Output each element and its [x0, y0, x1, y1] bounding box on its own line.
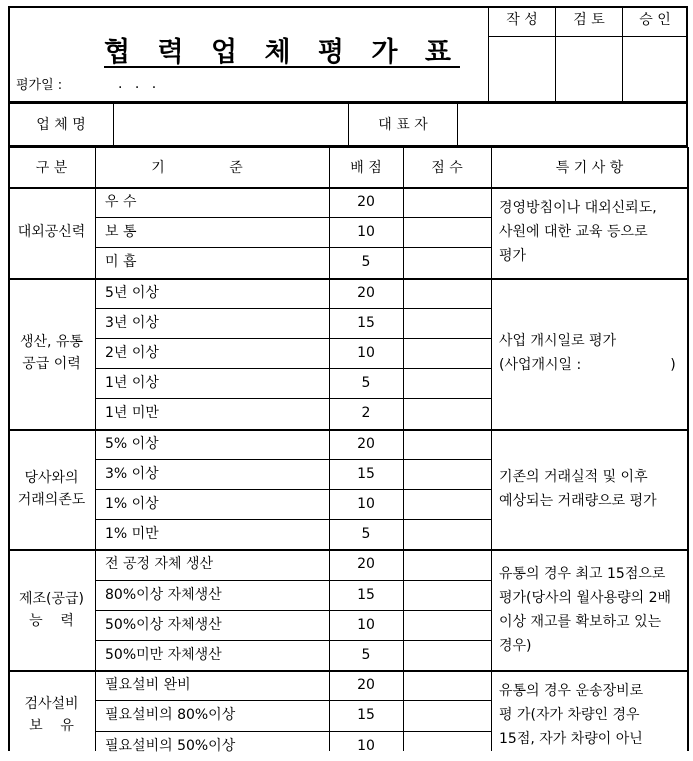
- approval-write-sign-box[interactable]: [489, 37, 555, 102]
- score-input[interactable]: [404, 309, 491, 337]
- remarks-cell: [499, 187, 682, 278]
- eval-date-value: . . .: [118, 76, 161, 92]
- category-label: 검사설비: [24, 696, 79, 713]
- category-cell: [8, 429, 95, 550]
- points-value: 15: [357, 707, 375, 724]
- criterion-text: 우 수: [105, 194, 137, 210]
- score-input[interactable]: [404, 248, 491, 276]
- points-value: 10: [357, 345, 375, 361]
- eval-date-label: 평가일 :: [16, 78, 63, 93]
- score-input[interactable]: [404, 188, 491, 216]
- remarks-line: 사업 개시일로 평가: [499, 333, 617, 350]
- score-input[interactable]: [404, 732, 491, 760]
- column-header-points: 배 점: [350, 160, 382, 176]
- criterion-text: 1% 미만: [105, 526, 159, 543]
- remarks-line: 기존의 거래실적 및 이후: [499, 468, 648, 485]
- category-label: 공급 이력: [22, 356, 81, 373]
- remarks-line: 경우): [499, 637, 532, 654]
- criterion-text: 보 통: [105, 224, 137, 241]
- remarks-line: 평 가(자가 차량인 경우: [499, 707, 640, 724]
- company-name-field[interactable]: [114, 104, 348, 146]
- criterion-text: 1년 이상: [105, 375, 159, 392]
- remarks-line: 경영방침이나 대외신뢰도,: [499, 200, 657, 217]
- score-input[interactable]: [404, 218, 491, 246]
- score-input[interactable]: [404, 490, 491, 518]
- criterion-text: 1년 미만: [105, 405, 159, 422]
- remarks-line: 예상되는 거래량으로 평가: [499, 492, 657, 509]
- table-right-border: [687, 147, 689, 751]
- approval-approve-label: 승 인: [639, 12, 671, 28]
- form-title: 협 력 업 체 평 가 표: [104, 37, 460, 68]
- points-value: 20: [357, 435, 375, 452]
- criterion-text: 5% 이상: [105, 435, 159, 452]
- points-value: 15: [357, 586, 375, 603]
- criterion-text: 3년 이상: [105, 314, 159, 331]
- points-value: 15: [357, 465, 375, 482]
- score-input[interactable]: [404, 520, 491, 548]
- score-input[interactable]: [404, 460, 491, 488]
- score-input[interactable]: [404, 611, 491, 639]
- remarks-line: 평가(당사의 월사용량의 2배: [499, 589, 672, 606]
- points-value: 2: [361, 405, 371, 422]
- points-value: 10: [357, 616, 375, 633]
- remarks-cell: [499, 549, 682, 670]
- category-cell: [8, 549, 95, 670]
- criterion-text: 필요설비의 50%이상: [105, 737, 236, 754]
- points-value: 5: [361, 526, 371, 543]
- criterion-text: 전 공정 자체 생산: [105, 556, 214, 573]
- category-label: 생산, 유통: [20, 334, 83, 351]
- remarks-line: 유통의 경우 운송장비로: [499, 683, 644, 700]
- category-cell: [8, 278, 95, 429]
- score-input[interactable]: [404, 369, 491, 397]
- column-header-score: 점 수: [431, 160, 463, 176]
- criterion-text: 5년 이상: [105, 284, 159, 301]
- score-input[interactable]: [404, 399, 491, 427]
- criterion-text: 3% 이상: [105, 465, 159, 482]
- score-input[interactable]: [404, 550, 491, 578]
- score-input[interactable]: [404, 581, 491, 609]
- category-label: 보 유: [29, 718, 74, 735]
- remarks-line: 사원에 대한 교육 등으로: [499, 224, 648, 241]
- points-value: 5: [361, 375, 371, 392]
- score-input[interactable]: [404, 641, 491, 669]
- category-label: 제조(공급): [18, 590, 85, 607]
- criterion-text: 50%이상 자체생산: [105, 616, 222, 633]
- points-value: 5: [361, 647, 371, 663]
- remarks-cell: [499, 670, 682, 761]
- column-divider: [95, 147, 96, 751]
- criterion-text: 1% 이상: [105, 496, 159, 512]
- remarks-cell: [499, 429, 682, 550]
- criterion-text: 미 흡: [105, 254, 137, 271]
- column-header-category: 구 분: [35, 160, 68, 176]
- remarks-cell: [499, 278, 682, 429]
- category-label: 능 력: [29, 612, 74, 629]
- column-divider: [491, 147, 492, 751]
- points-value: 10: [357, 737, 375, 754]
- points-value: 20: [357, 284, 375, 301]
- representative-field[interactable]: [458, 104, 687, 146]
- remarks-line: 평가: [499, 248, 527, 265]
- column-header-criteria: 기 준: [151, 160, 273, 176]
- column-header-remarks: 특 기 사 항: [555, 160, 624, 176]
- approval-write-label: 작 성: [506, 12, 538, 28]
- points-value: 20: [357, 677, 375, 694]
- remarks-line: 15점, 자가 차량이 아닌: [499, 731, 643, 748]
- score-input[interactable]: [404, 430, 491, 458]
- approval-review-sign-box[interactable]: [556, 37, 622, 102]
- category-cell: [8, 670, 95, 761]
- representative-label: 대 표 자: [378, 117, 428, 133]
- points-value: 10: [357, 496, 375, 512]
- approval-review-label: 검 토: [573, 12, 605, 28]
- company-name-label: 업 체 명: [36, 117, 86, 133]
- points-value: 10: [357, 224, 375, 241]
- category-label: 대외공신력: [17, 224, 86, 241]
- score-input[interactable]: [404, 671, 491, 699]
- remarks-line: 유통의 경우 최고 15점으로: [499, 565, 666, 582]
- category-label: 거래의존도: [17, 491, 86, 508]
- criterion-text: 필요설비 완비: [105, 677, 191, 694]
- remarks-line: 이상 재고를 확보하고 있는: [499, 613, 662, 630]
- points-value: 15: [357, 314, 375, 331]
- remarks-line: (사업개시일 : ): [499, 357, 676, 374]
- criterion-text: 80%이상 자체생산: [105, 586, 222, 603]
- category-cell: [8, 187, 95, 278]
- points-value: 20: [357, 556, 375, 573]
- score-input[interactable]: [404, 279, 491, 307]
- criterion-text: 2년 이상: [105, 345, 159, 361]
- score-input[interactable]: [404, 339, 491, 367]
- category-label: 당사와의: [24, 469, 79, 486]
- points-value: 5: [361, 254, 371, 271]
- points-value: 20: [357, 194, 375, 210]
- approval-approve-sign-box[interactable]: [623, 37, 687, 102]
- table-top-border: [8, 147, 688, 148]
- criterion-text: 50%미만 자체생산: [105, 647, 222, 663]
- criterion-text: 필요설비의 80%이상: [105, 707, 236, 724]
- score-input[interactable]: [404, 701, 491, 729]
